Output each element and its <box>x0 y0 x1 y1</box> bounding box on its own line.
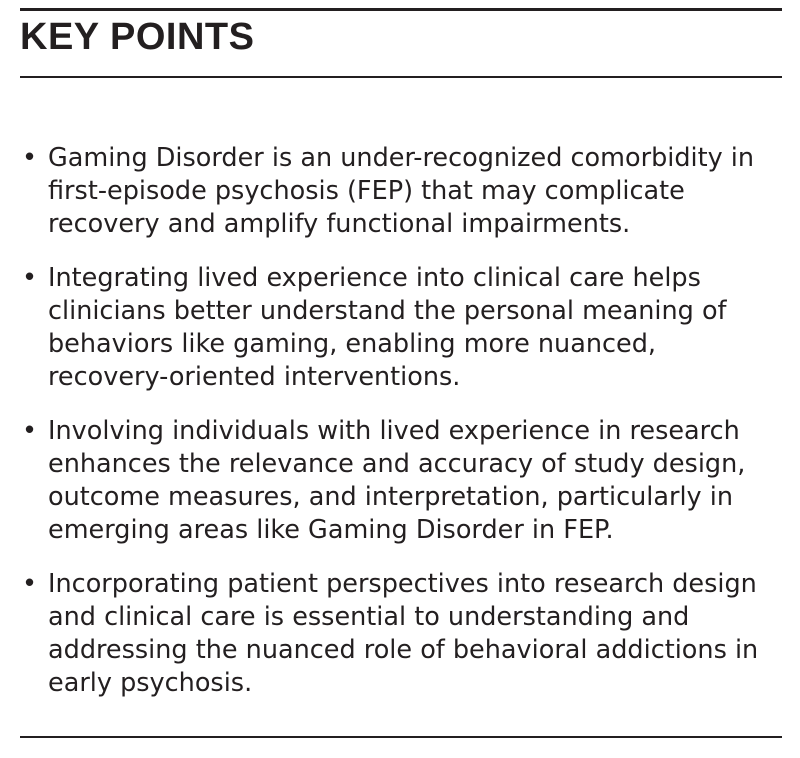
top-rule <box>20 8 782 11</box>
list-item: • Gaming Disorder is an under-recognized comorbidity in first-episode psychosis (FEP) that may complicate recovery and amplify functional impairments. <box>22 143 755 239</box>
bullet-icon: • <box>22 143 38 173</box>
title-rule <box>20 76 782 78</box>
list-item: • Integrating lived experience into clinical care helps clinicians better understand the personal meaning of behaviors like gaming, enabling more nuanced, recovery-oriented interventions. <box>22 263 727 392</box>
bottom-rule <box>20 736 782 738</box>
list-item: • Incorporating patient perspectives into research design and clinical care is essential to understanding and addressing the nuanced role of behavioral addictions in early psychosis. <box>22 569 759 698</box>
list-item: • Involving individuals with lived experience in research enhances the relevance and accuracy of study design, outcome measures, and interpretation, particularly in emerging areas like Gaming Disorder in FEP. <box>22 416 746 545</box>
bullet-icon: • <box>22 263 38 293</box>
bullet-icon: • <box>22 416 38 446</box>
key-points-list <box>22 142 782 721</box>
section-title: KEY POINTS <box>20 16 255 58</box>
bullet-icon: • <box>22 569 38 599</box>
